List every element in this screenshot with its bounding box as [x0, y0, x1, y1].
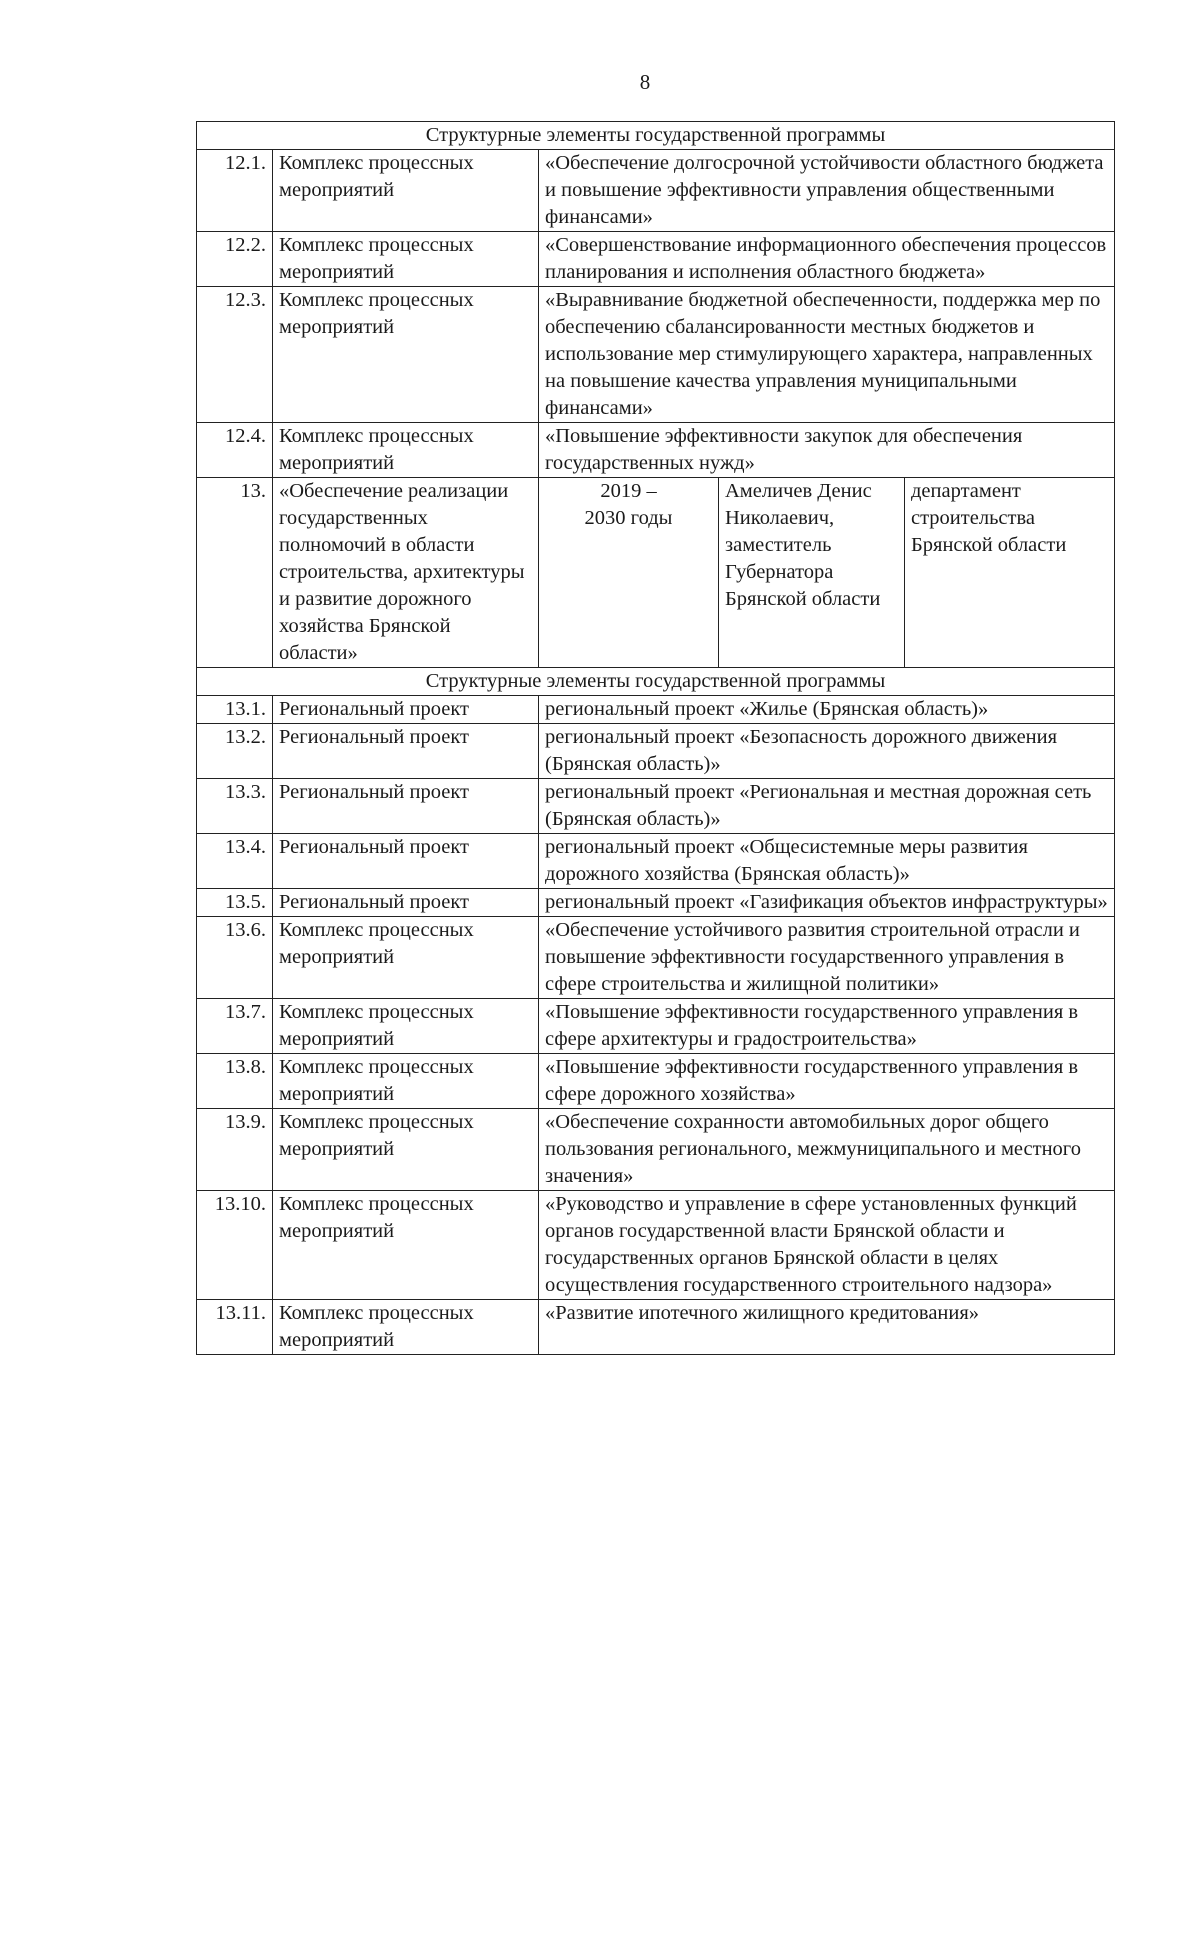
row-number: 13.6.	[197, 917, 273, 999]
row-name: «Обеспечение устойчивого развития строительной отрасли и повышение эффективности государственного управления в сфере строительства и жилищной политики»	[539, 917, 1115, 999]
row-name: региональный проект «Безопасность дорожного движения (Брянская область)»	[539, 724, 1115, 779]
row-number: 13.10.	[197, 1191, 273, 1300]
row-name: «Обеспечение сохранности автомобильных дорог общего пользования регионального, межмуниципального и местного значения»	[539, 1109, 1115, 1191]
row-number: 13.2.	[197, 724, 273, 779]
row-type: Комплекс процессных мероприятий	[273, 999, 539, 1054]
table-row	[197, 1300, 1115, 1355]
row-number: 12.4.	[197, 423, 273, 478]
table-row	[197, 999, 1115, 1054]
row-name: региональный проект «Общесистемные меры развития дорожного хозяйства (Брянская область)»	[539, 834, 1115, 889]
row-number: 13.1.	[197, 696, 273, 724]
row-name: «Обеспечение долгосрочной устойчивости областного бюджета и повышение эффективности управления общественными финансами»	[539, 150, 1115, 232]
table-row	[197, 917, 1115, 999]
table-row	[197, 724, 1115, 779]
program-table	[196, 121, 1115, 1355]
row-type: Региональный проект	[273, 724, 539, 779]
row-type: Региональный проект	[273, 834, 539, 889]
row-type: Комплекс процессных мероприятий	[273, 287, 539, 423]
page-number: 8	[639, 70, 651, 94]
row-name: «Повышение эффективности государственного управления в сфере архитектуры и градостроительства»	[539, 999, 1115, 1054]
row-type: Комплекс процессных мероприятий	[273, 423, 539, 478]
table-row	[197, 696, 1115, 724]
row-type: Комплекс процессных мероприятий	[273, 917, 539, 999]
section-header: Структурные элементы государственной программы	[197, 122, 1115, 150]
program-title: «Обеспечение реализации государственных полномочий в области строительства, архитектуры и развитие дорожного хозяйства Брянской области»	[273, 478, 539, 668]
row-name: «Повышение эффективности государственного управления в сфере дорожного хозяйства»	[539, 1054, 1115, 1109]
row-name: «Руководство и управление в сфере установленных функций органов государственной власти Брянской области и государственных органов Брянской области в целях осуществления государственного строительного надзора»	[539, 1191, 1115, 1300]
row-number: 13.5.	[197, 889, 273, 917]
program-period: 2019 – 2030 годы	[539, 478, 719, 668]
section-header-row	[197, 122, 1115, 150]
row-name: региональный проект «Региональная и местная дорожная сеть (Брянская область)»	[539, 779, 1115, 834]
row-type: Комплекс процессных мероприятий	[273, 1300, 539, 1355]
row-type: Комплекс процессных мероприятий	[273, 150, 539, 232]
row-number: 13.9.	[197, 1109, 273, 1191]
table-row	[197, 889, 1115, 917]
table-row	[197, 834, 1115, 889]
program-number: 13.	[197, 478, 273, 668]
row-name: региональный проект «Жилье (Брянская область)»	[539, 696, 1115, 724]
table-row	[197, 232, 1115, 287]
program-executor: департамент строительства Брянской области	[905, 478, 1115, 668]
table-row	[197, 779, 1115, 834]
row-number: 13.8.	[197, 1054, 273, 1109]
row-type: Региональный проект	[273, 779, 539, 834]
table-row	[197, 423, 1115, 478]
row-name: «Совершенствование информационного обеспечения процессов планирования и исполнения областного бюджета»	[539, 232, 1115, 287]
row-name: «Выравнивание бюджетной обеспеченности, поддержка мер по обеспечению сбалансированности местных бюджетов и использование мер стимулирующего характера, направленных на повышение качества управления муниципальными финансами»	[539, 287, 1115, 423]
table-row	[197, 150, 1115, 232]
section-header-row	[197, 668, 1115, 696]
table-row	[197, 1191, 1115, 1300]
row-number: 12.3.	[197, 287, 273, 423]
program-row	[197, 478, 1115, 668]
row-type: Комплекс процессных мероприятий	[273, 1054, 539, 1109]
row-number: 13.7.	[197, 999, 273, 1054]
row-number: 12.1.	[197, 150, 273, 232]
row-type: Региональный проект	[273, 889, 539, 917]
section-header: Структурные элементы государственной программы	[197, 668, 1115, 696]
row-name: региональный проект «Газификация объектов инфраструктуры»	[539, 889, 1115, 917]
row-type: Комплекс процессных мероприятий	[273, 1109, 539, 1191]
row-number: 13.3.	[197, 779, 273, 834]
table-row	[197, 287, 1115, 423]
table-row	[197, 1054, 1115, 1109]
row-number: 13.4.	[197, 834, 273, 889]
row-number: 12.2.	[197, 232, 273, 287]
row-type: Комплекс процессных мероприятий	[273, 1191, 539, 1300]
program-responsible: Амеличев Денис Николаевич, заместитель Губернатора Брянской области	[719, 478, 905, 668]
row-type: Комплекс процессных мероприятий	[273, 232, 539, 287]
row-name: «Повышение эффективности закупок для обеспечения государственных нужд»	[539, 423, 1115, 478]
row-number: 13.11.	[197, 1300, 273, 1355]
row-name: «Развитие ипотечного жилищного кредитования»	[539, 1300, 1115, 1355]
table-row	[197, 1109, 1115, 1191]
row-type: Региональный проект	[273, 696, 539, 724]
